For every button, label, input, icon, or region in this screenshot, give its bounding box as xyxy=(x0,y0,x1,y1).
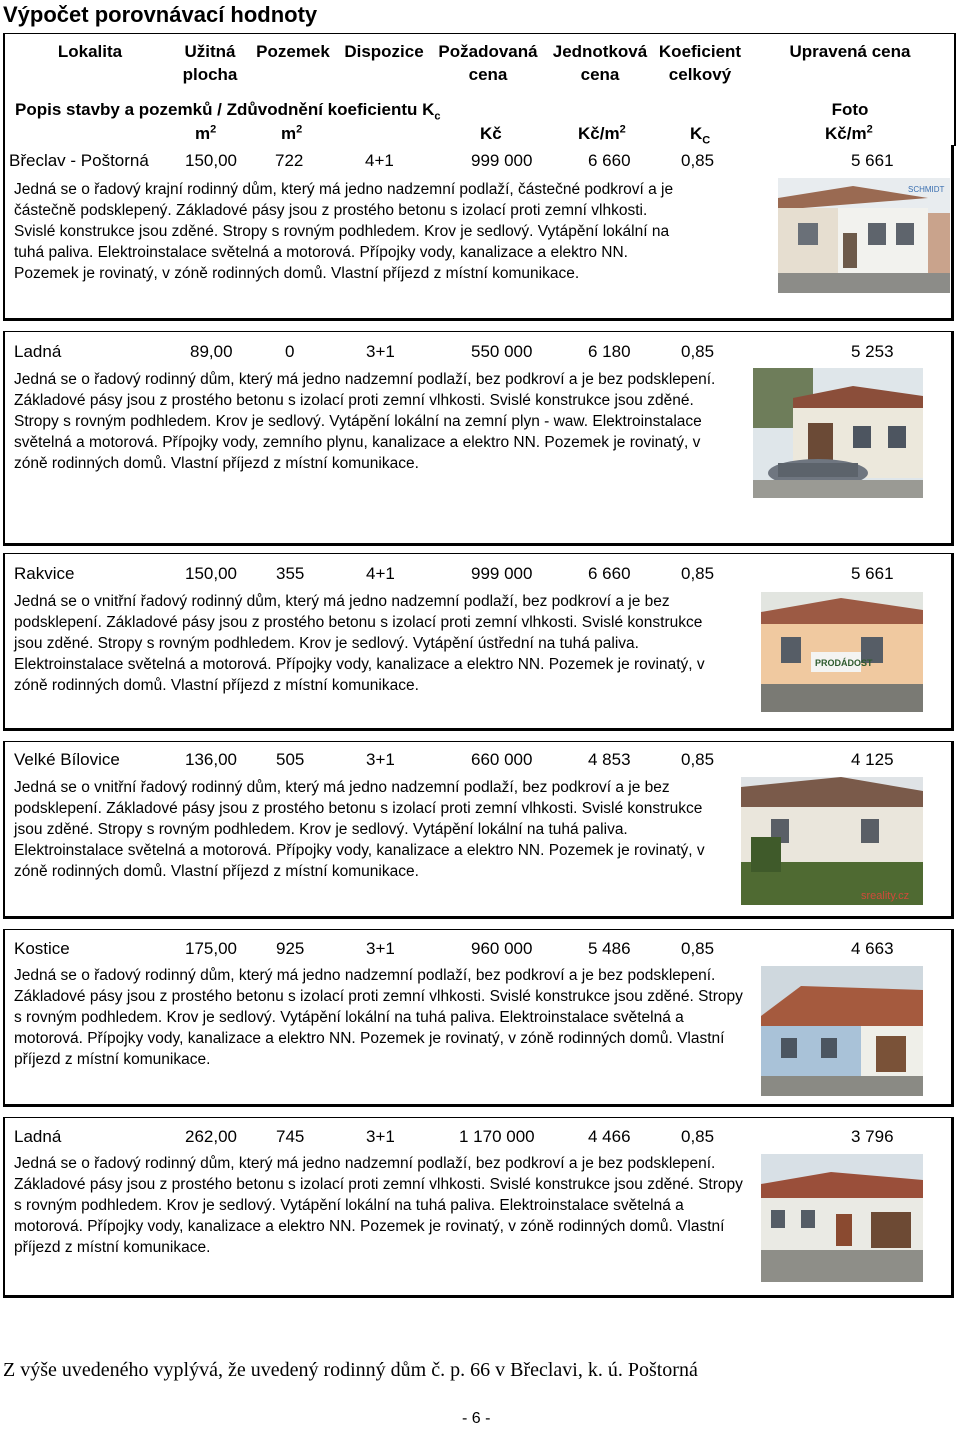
record-popis: Jedná se o řadový rodinný dům, který má jedno nadzemní podlaží, bez podkroví a je bez podsklepení. Základové pásy jsou z prostého betonu s izolací proti zemní vlhkosti. Svislé konstrukce jsou zděné. Stropy s rovným podhledem. Krov je sedlový. Vytápění lokální na tuhá paliva. Elektroinstalace světelná a motorová. Přípojky vody, kanalizace a elektro NN. Pozemek je rovinatý, v zóně rodinných domů. Vlastní příjezd z místní komunikace. xyxy=(14,1155,743,1256)
col-uzitna-plocha: Užitná plocha xyxy=(182,42,238,84)
record-breclav xyxy=(3,145,954,321)
table-header xyxy=(3,33,956,146)
unit-kc: Kč xyxy=(480,124,502,143)
record-popis: Jedná se o řadový krajní rodinný dům, který má jedno nadzemní podlaží, částečné podkroví a je částečně podsklepený. Základové pásy jsou z prostého betonu s izolací proti zemní vlhkosti. Svislé konstrukce jsou zděné. Stropy s rovným podhledem. Krov je sedlový. Vytápění lokální na tuhá paliva. Elektroinstalace světelná a motorová. Přípojky vody, kanalizace a elektro NN. Pozemek je rovinatý, v zóně rodinných domů. Vlastní příjezd z místní komunikace. xyxy=(14,181,674,282)
record-cena: 550 000 xyxy=(471,342,533,361)
unit-kc-m2-upravena: $Kč/m^2$ xyxy=(825,123,873,143)
record-ladna-1 xyxy=(3,331,954,546)
page-number: - 6 - xyxy=(462,1410,491,1427)
unit-m2-pozemek: $m^2$ xyxy=(281,123,303,143)
record-popis: Jedná se o vnitřní řadový rodinný dům, který má jedno nadzemní podlaží, bez podkroví a je bez podsklepení. Základové pásy jsou z prostého betonu s izolací proti zemní vlhkosti. Svislé konstrukce jsou zděné. Stropy s rovným podhledem. Krov je sedlový. Vytápění ústřední na tuhá paliva. Elektroinstalace světelná a motorová. Přípojky vody, kanalizace a elektro NN. Pozemek je rovinatý, v zóně rodinných domů. Vlastní příjezd z místní komunikace. xyxy=(14,593,705,694)
unit-m2-plocha: $m^2$ xyxy=(195,123,217,143)
record-dispozice: 3+1 xyxy=(366,1127,395,1146)
record-upravena: 4 125 xyxy=(851,750,894,769)
col-pozadovana-cena: Požadovaná cena xyxy=(438,42,538,84)
photo-sign: PRODÁDOST xyxy=(815,658,873,668)
record-upravena: 5 661 xyxy=(851,151,894,170)
record-lokalita: Velké Bílovice xyxy=(14,750,120,769)
record-koef: 0,85 xyxy=(681,342,715,361)
col-dispozice: Dispozice xyxy=(344,42,424,61)
record-velke-bilovice xyxy=(3,741,954,919)
record-lokalita: Ladná xyxy=(14,342,62,361)
photo-watermark: SCHMIDT xyxy=(908,185,945,194)
house-photo xyxy=(778,178,950,293)
record-jednotkova: 6 660 xyxy=(588,151,631,170)
record-dispozice: 3+1 xyxy=(366,342,395,361)
record-plocha: 136,00 xyxy=(185,750,237,769)
record-cena: 960 000 xyxy=(471,939,533,958)
house-photo xyxy=(753,368,923,498)
col-foto: Foto xyxy=(831,100,869,119)
record-jednotkova: 6 180 xyxy=(588,342,631,361)
record-plocha: 262,00 xyxy=(185,1127,237,1146)
page-title: Výpočet porovnávací hodnoty xyxy=(3,2,318,27)
record-popis: Jedná se o vnitřní řadový rodinný dům, který má jedno nadzemní podlaží, bez podkroví a je bez podsklepení. Základové pásy jsou z prostého betonu s izolací proti zemní vlhkosti. Svislé konstrukce jsou zděné. Stropy s rovným podhledem. Krov je sedlový. Vytápění lokální na tuhá paliva. Elektroinstalace světelná a motorová. Přípojky vody, kanalizace a elektro NN. Pozemek je rovinatý, v zóně rodinných domů. Vlastní příjezd z místní komunikace. xyxy=(14,779,705,880)
record-lokalita: Ladná xyxy=(14,1127,62,1146)
house-photo xyxy=(761,966,923,1096)
record-pozemek: 925 xyxy=(276,939,305,958)
record-upravena: 5 253 xyxy=(851,342,894,361)
record-popis: Jedná se o řadový rodinný dům, který má jedno nadzemní podlaží, bez podkroví a je bez podsklepení. Základové pásy jsou z prostého betonu s izolací proti zemní vlhkosti. Svislé konstrukce jsou zděné. Stropy s rovným podhledem. Krov je sedlový. Vytápění lokální na tuhá paliva. Elektroinstalace světelná a motorová. Přípojky vody, kanalizace a elektro NN. Pozemek je rovinatý, v zóně rodinných domů. Vlastní příjezd z místní komunikace. xyxy=(14,967,743,1068)
conclusion-text: Z výše uvedeného vyplývá, že uvedený rodinný dům č. p. 66 v Břeclavi, k. ú. Poštorná xyxy=(3,1359,698,1381)
record-dispozice: 3+1 xyxy=(366,750,395,769)
record-jednotkova: 4 466 xyxy=(588,1127,631,1146)
photo-watermark: sreality.cz xyxy=(861,890,910,902)
record-kostice xyxy=(3,929,954,1107)
record-jednotkova: 4 853 xyxy=(588,750,631,769)
record-upravena: 4 663 xyxy=(851,939,894,958)
record-cena: 660 000 xyxy=(471,750,533,769)
record-cena: 1 170 000 xyxy=(459,1127,535,1146)
record-pozemek: 722 xyxy=(275,151,304,170)
col-lokalita: Lokalita xyxy=(57,42,123,61)
record-koef: 0,85 xyxy=(681,564,715,583)
record-dispozice: 3+1 xyxy=(366,939,395,958)
record-lokalita: Rakvice xyxy=(14,564,75,583)
record-dispozice: 4+1 xyxy=(366,564,395,583)
unit-kc-m2: $Kč/m^2$ xyxy=(578,123,626,143)
col-pozemek: Pozemek xyxy=(256,42,330,61)
record-rakvice xyxy=(3,553,954,731)
col-upravena-cena: Upravená cena xyxy=(789,42,911,61)
house-photo xyxy=(761,1154,923,1282)
col-popis: Popis stavby a pozemků / Zdůvodnění koeficientu $K_c$ xyxy=(15,100,441,123)
col-koeficient: Koeficient celkový xyxy=(658,42,742,84)
record-popis: Jedná se o řadový rodinný dům, který má jedno nadzemní podlaží, bez podkroví a je bez podsklepení. Základové pásy jsou z prostého betonu s izolací proti zemní vlhkosti. Svislé konstrukce jsou zděné. Stropy s rovným podhledem. Krov je sedlový. Vytápění lokální na zemní plyn - waw. Elektroinstalace světelná a motorová. Přípojky vody, zemního plynu, kanalizace a elektro NN. Pozemek je rovinatý, v zóně rodinných domů. Vlastní příjezd z místní komunikace. xyxy=(14,371,716,472)
record-cena: 999 000 xyxy=(471,564,533,583)
record-plocha: 150,00 xyxy=(185,564,237,583)
record-lokalita: Kostice xyxy=(14,939,70,958)
record-cena: 999 000 xyxy=(471,151,533,170)
record-jednotkova: 6 660 xyxy=(588,564,631,583)
house-photo xyxy=(741,777,923,905)
record-dispozice: 4+1 xyxy=(365,151,394,170)
record-pozemek: 0 xyxy=(285,342,295,361)
record-koef: 0,85 xyxy=(681,1127,715,1146)
record-jednotkova: 5 486 xyxy=(588,939,631,958)
record-pozemek: 745 xyxy=(276,1127,305,1146)
unit-k: $K_C$ xyxy=(690,124,711,147)
record-upravena: 5 661 xyxy=(851,564,894,583)
record-koef: 0,85 xyxy=(681,939,715,958)
record-plocha: 89,00 xyxy=(190,342,233,361)
record-plocha: 175,00 xyxy=(185,939,237,958)
record-ladna-2 xyxy=(3,1117,954,1298)
record-plocha: 150,00 xyxy=(185,151,237,170)
record-koef: 0,85 xyxy=(681,151,715,170)
record-lokalita: Břeclav - Poštorná xyxy=(9,151,149,170)
record-pozemek: 505 xyxy=(276,750,305,769)
record-upravena: 3 796 xyxy=(851,1127,894,1146)
record-koef: 0,85 xyxy=(681,750,715,769)
house-photo xyxy=(761,592,923,712)
record-pozemek: 355 xyxy=(276,564,305,583)
col-jednotkova-cena: Jednotková cena xyxy=(552,42,648,84)
